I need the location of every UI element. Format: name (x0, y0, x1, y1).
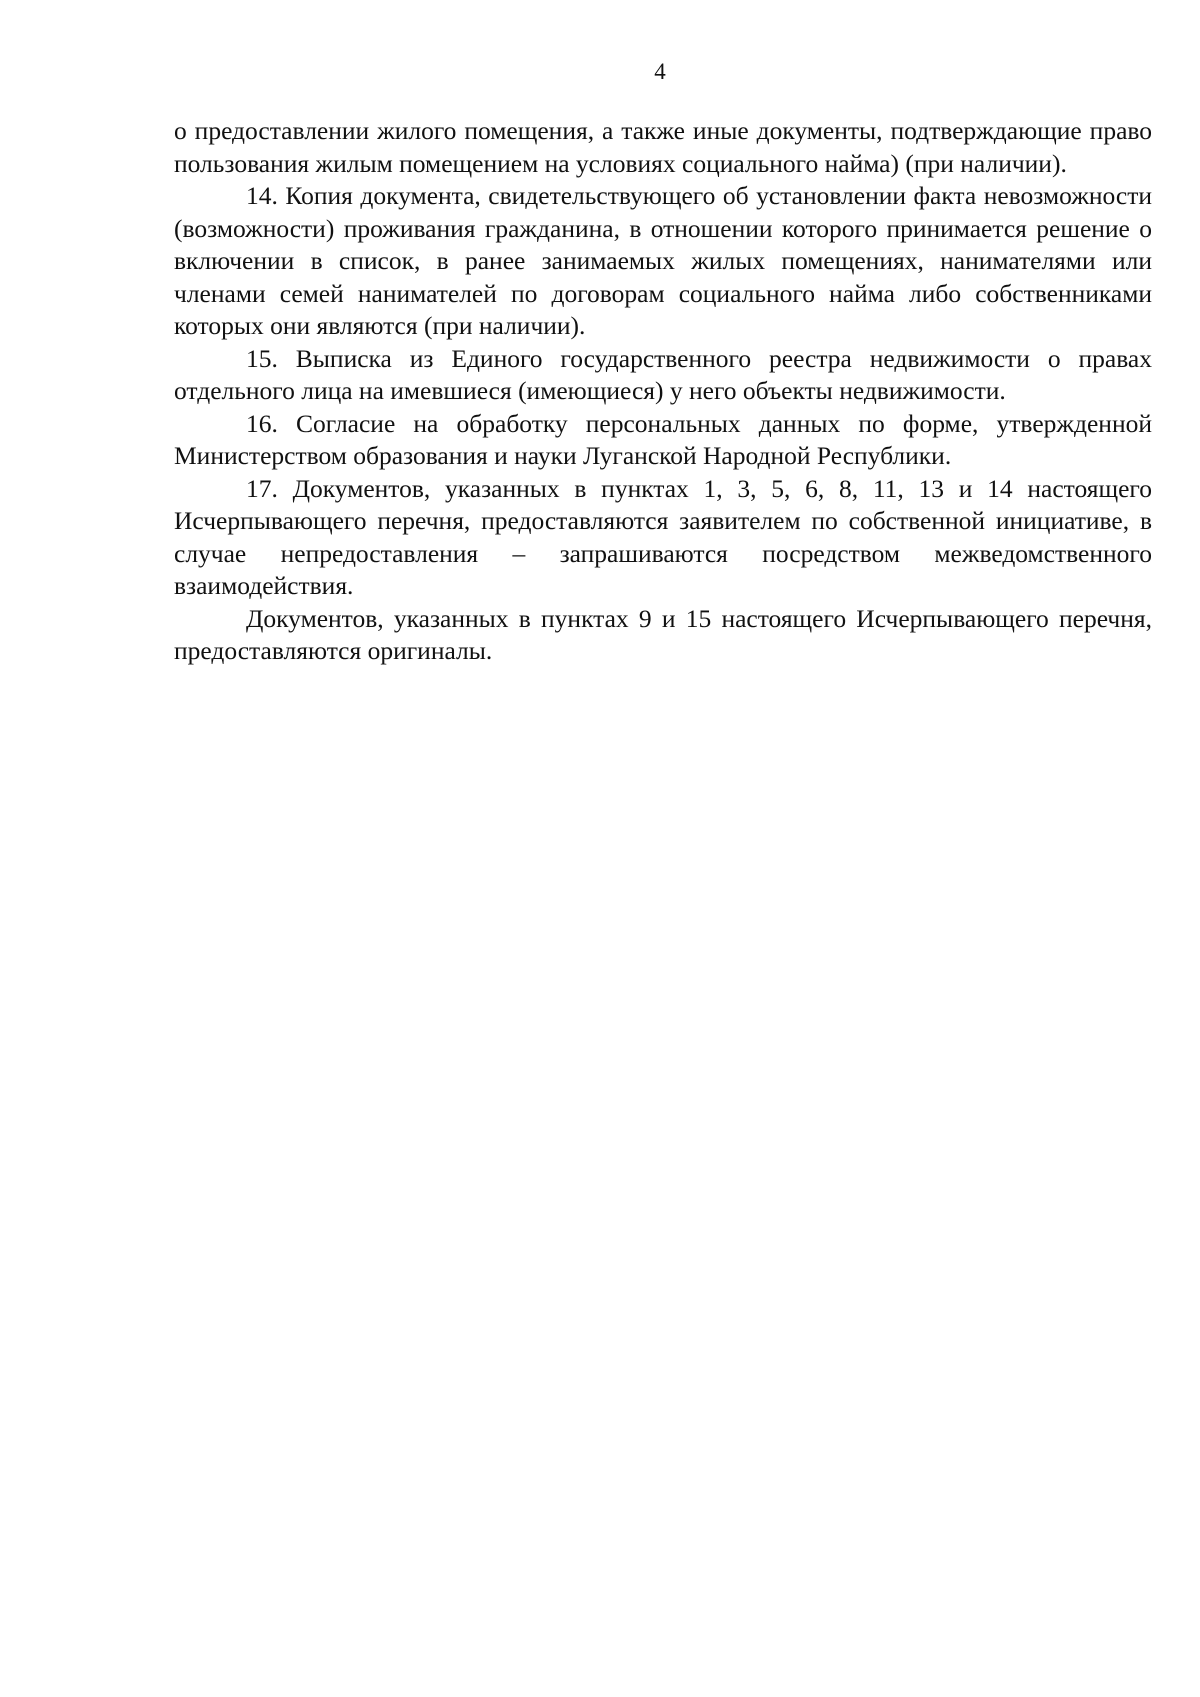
paragraph-continuation: о предоставлении жилого помещения, а также иные документы, подтверждающие право пользования жилым помещением на условиях социального найма) (при наличии). (174, 116, 1152, 178)
paragraph-item-14: 14. Копия документа, свидетельствующего об установлении факта невозможности (возможности) проживания гражданина, в отношении которого принимается решение о включении в список, в ранее занимаемых жилых помещениях, нанимателями или членами семей нанимателей по договорам социального найма либо собственниками которых они являются (при наличии). (174, 181, 1152, 340)
paragraph-item-17: 17. Документов, указанных в пунктах 1, 3, 5, 6, 8, 11, 13 и 14 настоящего Исчерпывающего перечня, предоставляются заявителем по собственной инициативе, в случае непредоставления – запрашиваются посредством межведомственного взаимодействия. (174, 473, 1152, 600)
paragraph-item-16: 16. Согласие на обработку персональных данных по форме, утвержденной Министерством образования и науки Луганской Народной Республики. (174, 408, 1152, 470)
page-number: 4 (654, 59, 666, 84)
paragraph-item-15: 15. Выписка из Единого государственного реестра недвижимости о правах отдельного лица на имевшиеся (имеющиеся) у него объекты недвижимости. (174, 343, 1152, 405)
document-body (174, 115, 1152, 668)
paragraph-originals-note: Документов, указанных в пунктах 9 и 15 настоящего Исчерпывающего перечня, предоставляются оригиналы. (174, 603, 1152, 665)
